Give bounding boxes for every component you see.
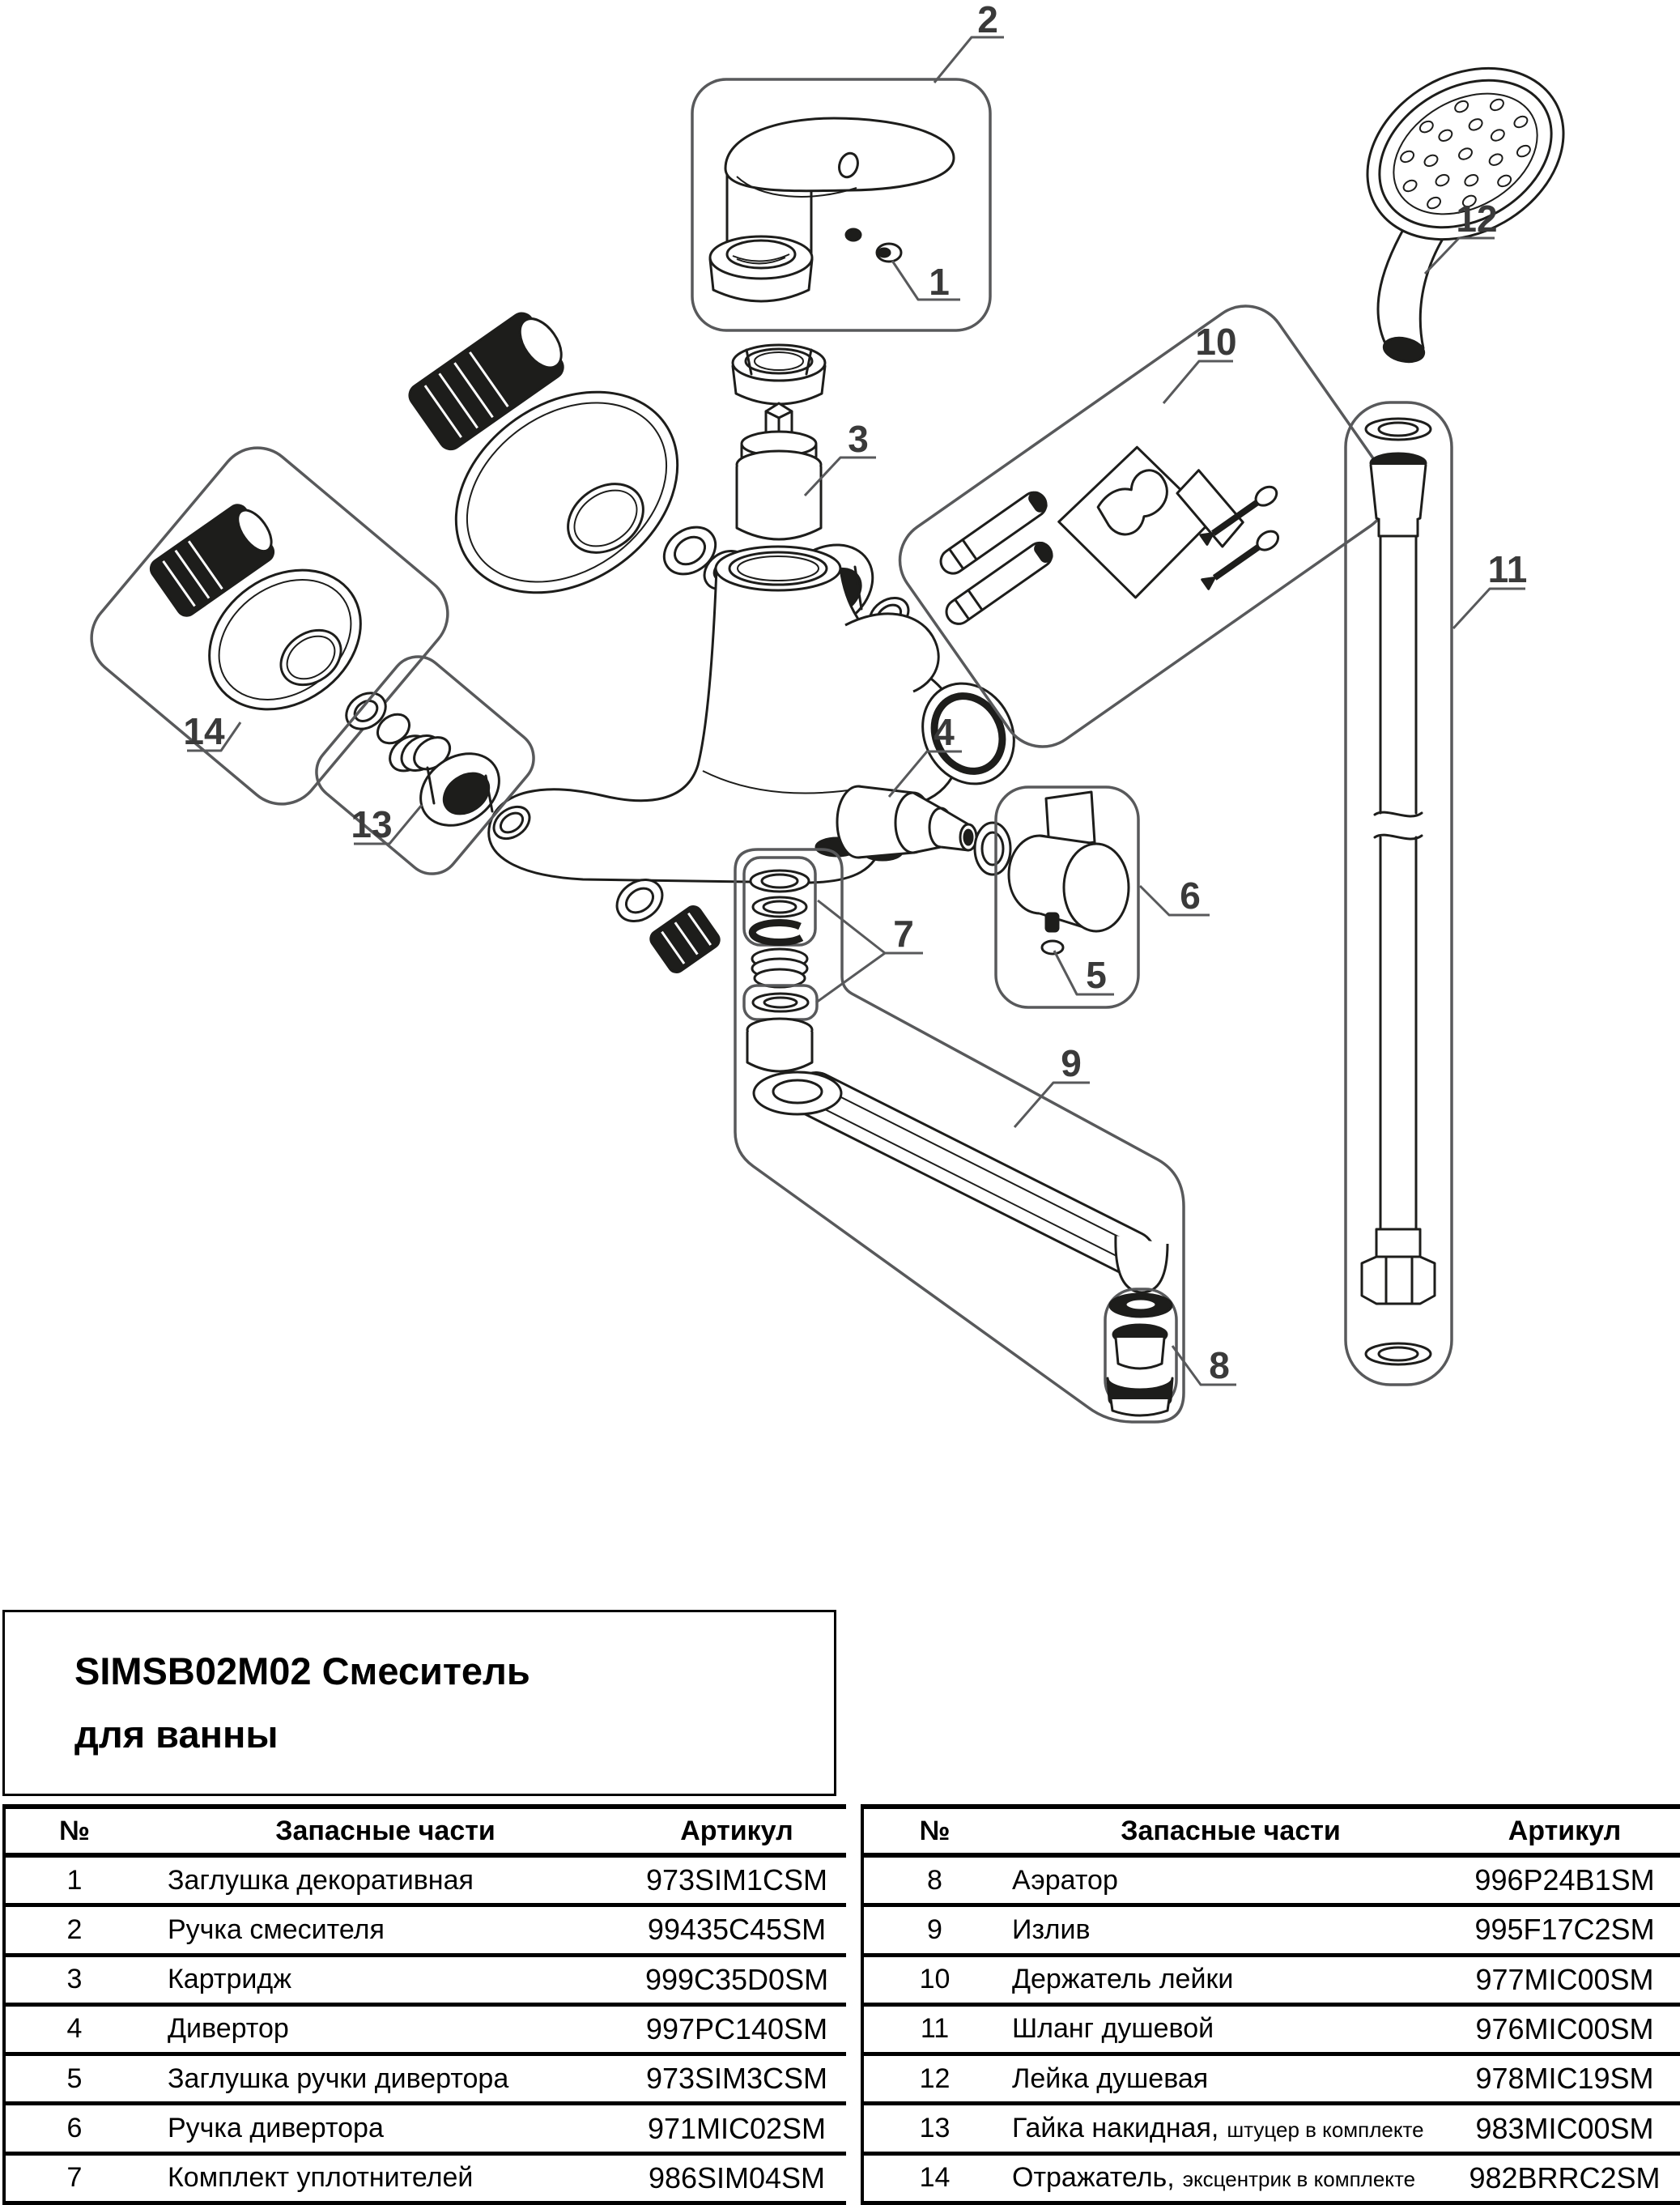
title-block	[2, 1610, 836, 1796]
table-row: 1 Заглушка декоративная 973SIM1CSM	[6, 1858, 846, 1907]
header-sku: Артикул	[680, 1815, 793, 1846]
header-num: №	[919, 1815, 951, 1846]
plug-pin-part	[1046, 913, 1058, 931]
table-row: 7 Комплект уплотнителей 986SIM04SM	[6, 2156, 846, 2205]
table-row: 11 Шланг душевой 976MIC00SM	[864, 2007, 1680, 2056]
callout-2: 2	[977, 0, 998, 40]
spout-part	[754, 1072, 1167, 1292]
table-row: 4 Дивертор 997PC140SM	[6, 2007, 846, 2056]
callout-3: 3	[848, 418, 869, 460]
callout-9: 9	[1061, 1042, 1082, 1084]
header-sku: Артикул	[1508, 1815, 1622, 1846]
retaining-nut-part	[733, 345, 825, 404]
callout-7: 7	[893, 913, 914, 955]
handle-screw-part	[846, 229, 861, 241]
callout-5: 5	[1086, 954, 1107, 996]
callout-11: 11	[1487, 548, 1528, 590]
header-part: Запасные части	[275, 1815, 495, 1846]
table-row: 12 Лейка душевая 978MIC19SM	[864, 2056, 1680, 2105]
wall-anchor-part	[917, 487, 1077, 628]
hose-kit-group	[1346, 402, 1452, 1385]
bushing-part	[752, 949, 807, 987]
parts-table-right	[861, 1804, 1680, 2205]
table-row: 5 Заглушка ручки дивертора 973SIM3CSM	[6, 2056, 846, 2105]
leader-2	[934, 37, 1004, 83]
header-num: №	[59, 1815, 90, 1846]
plug-cap-part	[1042, 941, 1063, 954]
hose-part	[1362, 453, 1435, 1364]
leader-1	[892, 261, 960, 300]
callout-14: 14	[183, 710, 225, 752]
table-header	[6, 1804, 846, 1858]
callout-12: 12	[1456, 198, 1498, 240]
product-title-line2: для ванны	[74, 1713, 279, 1756]
table-row: 13 Гайка накидная, штуцер в комплекте 983MIC00SM	[864, 2105, 1680, 2155]
callout-10: 10	[1195, 321, 1237, 363]
table-row: 3 Картридж 999C35D0SM	[6, 1957, 846, 2007]
parts-table-left	[2, 1804, 846, 2205]
table-row: 9 Излив 995F17C2SM	[864, 1907, 1680, 1956]
callout-1: 1	[929, 261, 950, 303]
table-header	[864, 1804, 1680, 1858]
table-row: 2 Ручка смесителя 99435C45SM	[6, 1907, 846, 1956]
table-row: 6 Ручка дивертора 971MIC02SM	[6, 2105, 846, 2155]
callout-6: 6	[1180, 875, 1201, 917]
table-row: 8 Аэратор 996P24B1SM	[864, 1858, 1680, 1907]
table-row: 14 Отражатель, эксцентрик в комплекте 982BRRC2SM	[864, 2156, 1680, 2205]
header-part: Запасные части	[1121, 1815, 1341, 1846]
callout-13: 13	[351, 803, 393, 845]
callout-4: 4	[934, 711, 955, 753]
leader-10	[1163, 361, 1233, 403]
holder-bracket-part	[1049, 422, 1248, 615]
cartridge-part	[737, 403, 821, 539]
handle-ring-part	[710, 236, 812, 301]
product-title-line1: SIMSB02M02 Смеситель	[74, 1649, 530, 1692]
leader-11	[1453, 589, 1525, 628]
decor-plug-part	[877, 244, 901, 262]
collar-part	[747, 1019, 812, 1071]
table-row: 10 Держатель лейки 977MIC00SM	[864, 1957, 1680, 2007]
callout-8: 8	[1209, 1344, 1230, 1386]
aerator-part	[1108, 1294, 1172, 1415]
spout-group	[735, 849, 1184, 1422]
